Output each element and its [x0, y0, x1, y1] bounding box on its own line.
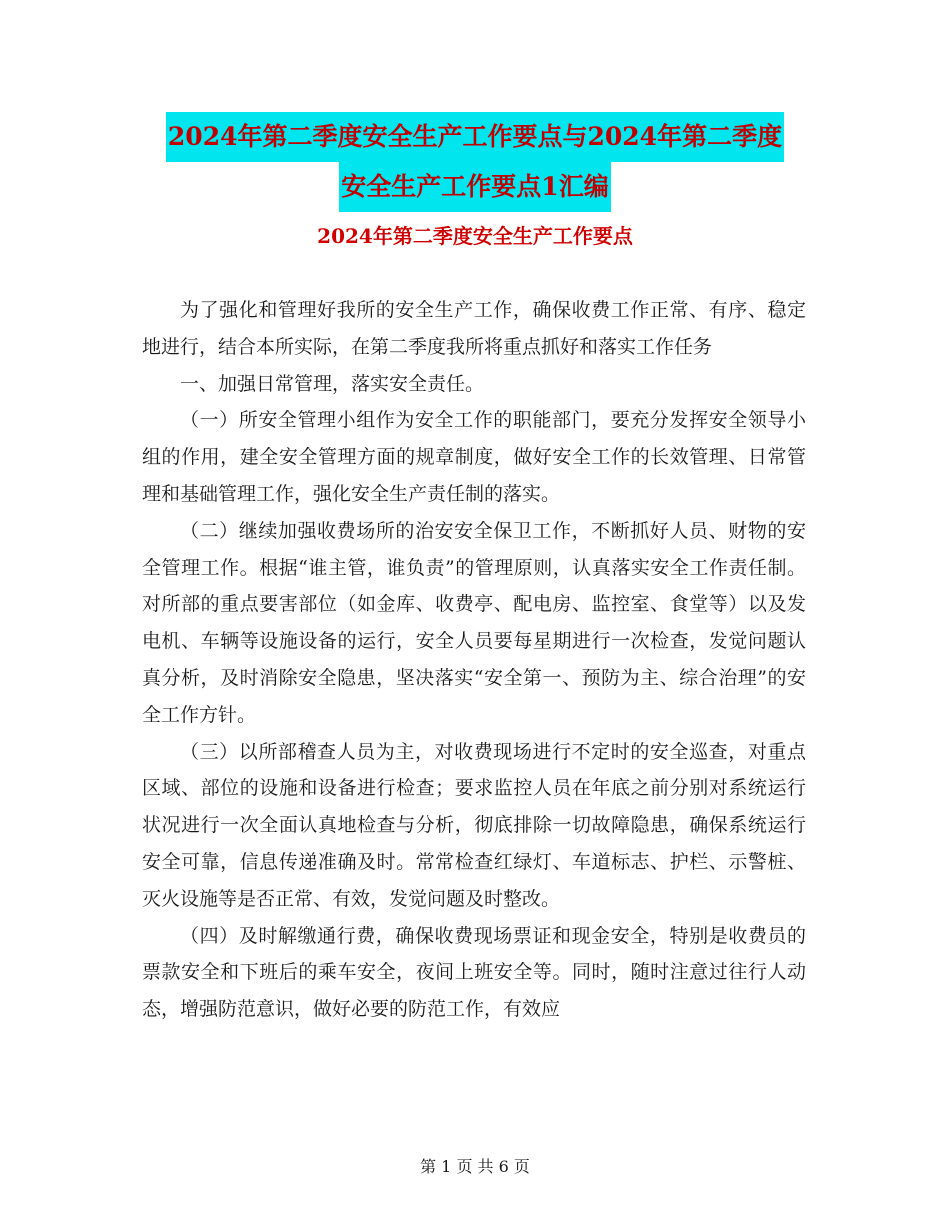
paragraph-heading-1: 一、加强日常管理，落实安全责任。: [180, 372, 485, 395]
document-title-line-2: 安全生产工作要点1汇编: [339, 162, 610, 212]
paragraph-item-2: （二）继续加强收费场所的治安安全保卫工作，不断抓好人员、财物的安全管理工作。根据“谁主管，谁负责”的管理原则，认真落实安全工作责任制。对所部的重点要害部位（如金库、收费亭、配电房、监控室、食堂等）以及发电机、车辆等设施设备的运行，安全人员要每星期进行一次检查，发觉问题认真分析，及时消除安全隐患，坚决落实“安全第一、预防为主、综合治理”的安全工作方针。: [142, 519, 806, 726]
paragraph-item-4: （四）及时解缴通行费，确保收费现场票证和现金安全，特别是收费员的票款安全和下班后的乘车安全，夜间上班安全等。同时，随时注意过往行人动态，增强防范意识，做好必要的防范工作，有效应: [142, 924, 806, 1021]
document-title: [0, 112, 950, 212]
paragraph-item-3: （三）以所部稽查人员为主，对收费现场进行不定时的安全巡查，对重点区域、部位的设施和设备进行检查；要求监控人员在年底之前分别对系统运行状况进行一次全面认真地检查与分析，彻底排除一切故障隐患，确保系统运行安全可靠，信息传递准确及时。常常检查红绿灯、车道标志、护栏、示警桩、灭火设施等是否正常、有效，发觉问题及时整改。: [142, 740, 806, 910]
section-title: 2024年第二季度安全生产工作要点: [317, 224, 633, 248]
paragraph-item-1: （一）所安全管理小组作为安全工作的职能部门，要充分发挥安全领导小组的作用，建全安全管理方面的规章制度，做好安全工作的长效管理、日常管理和基础管理工作，强化安全生产责任制的落实。: [142, 409, 806, 505]
document-title-line-1: 2024年第二季度安全生产工作要点与2024年第二季度: [166, 112, 784, 162]
page-footer: 第 1 页 共 6 页: [420, 1157, 530, 1176]
paragraph-intro: 为了强化和管理好我所的安全生产工作，确保收费工作正常、有序、稳定地进行，结合本所实际，在第二季度我所将重点抓好和落实工作任务: [142, 299, 806, 358]
document-body: [142, 292, 806, 1028]
